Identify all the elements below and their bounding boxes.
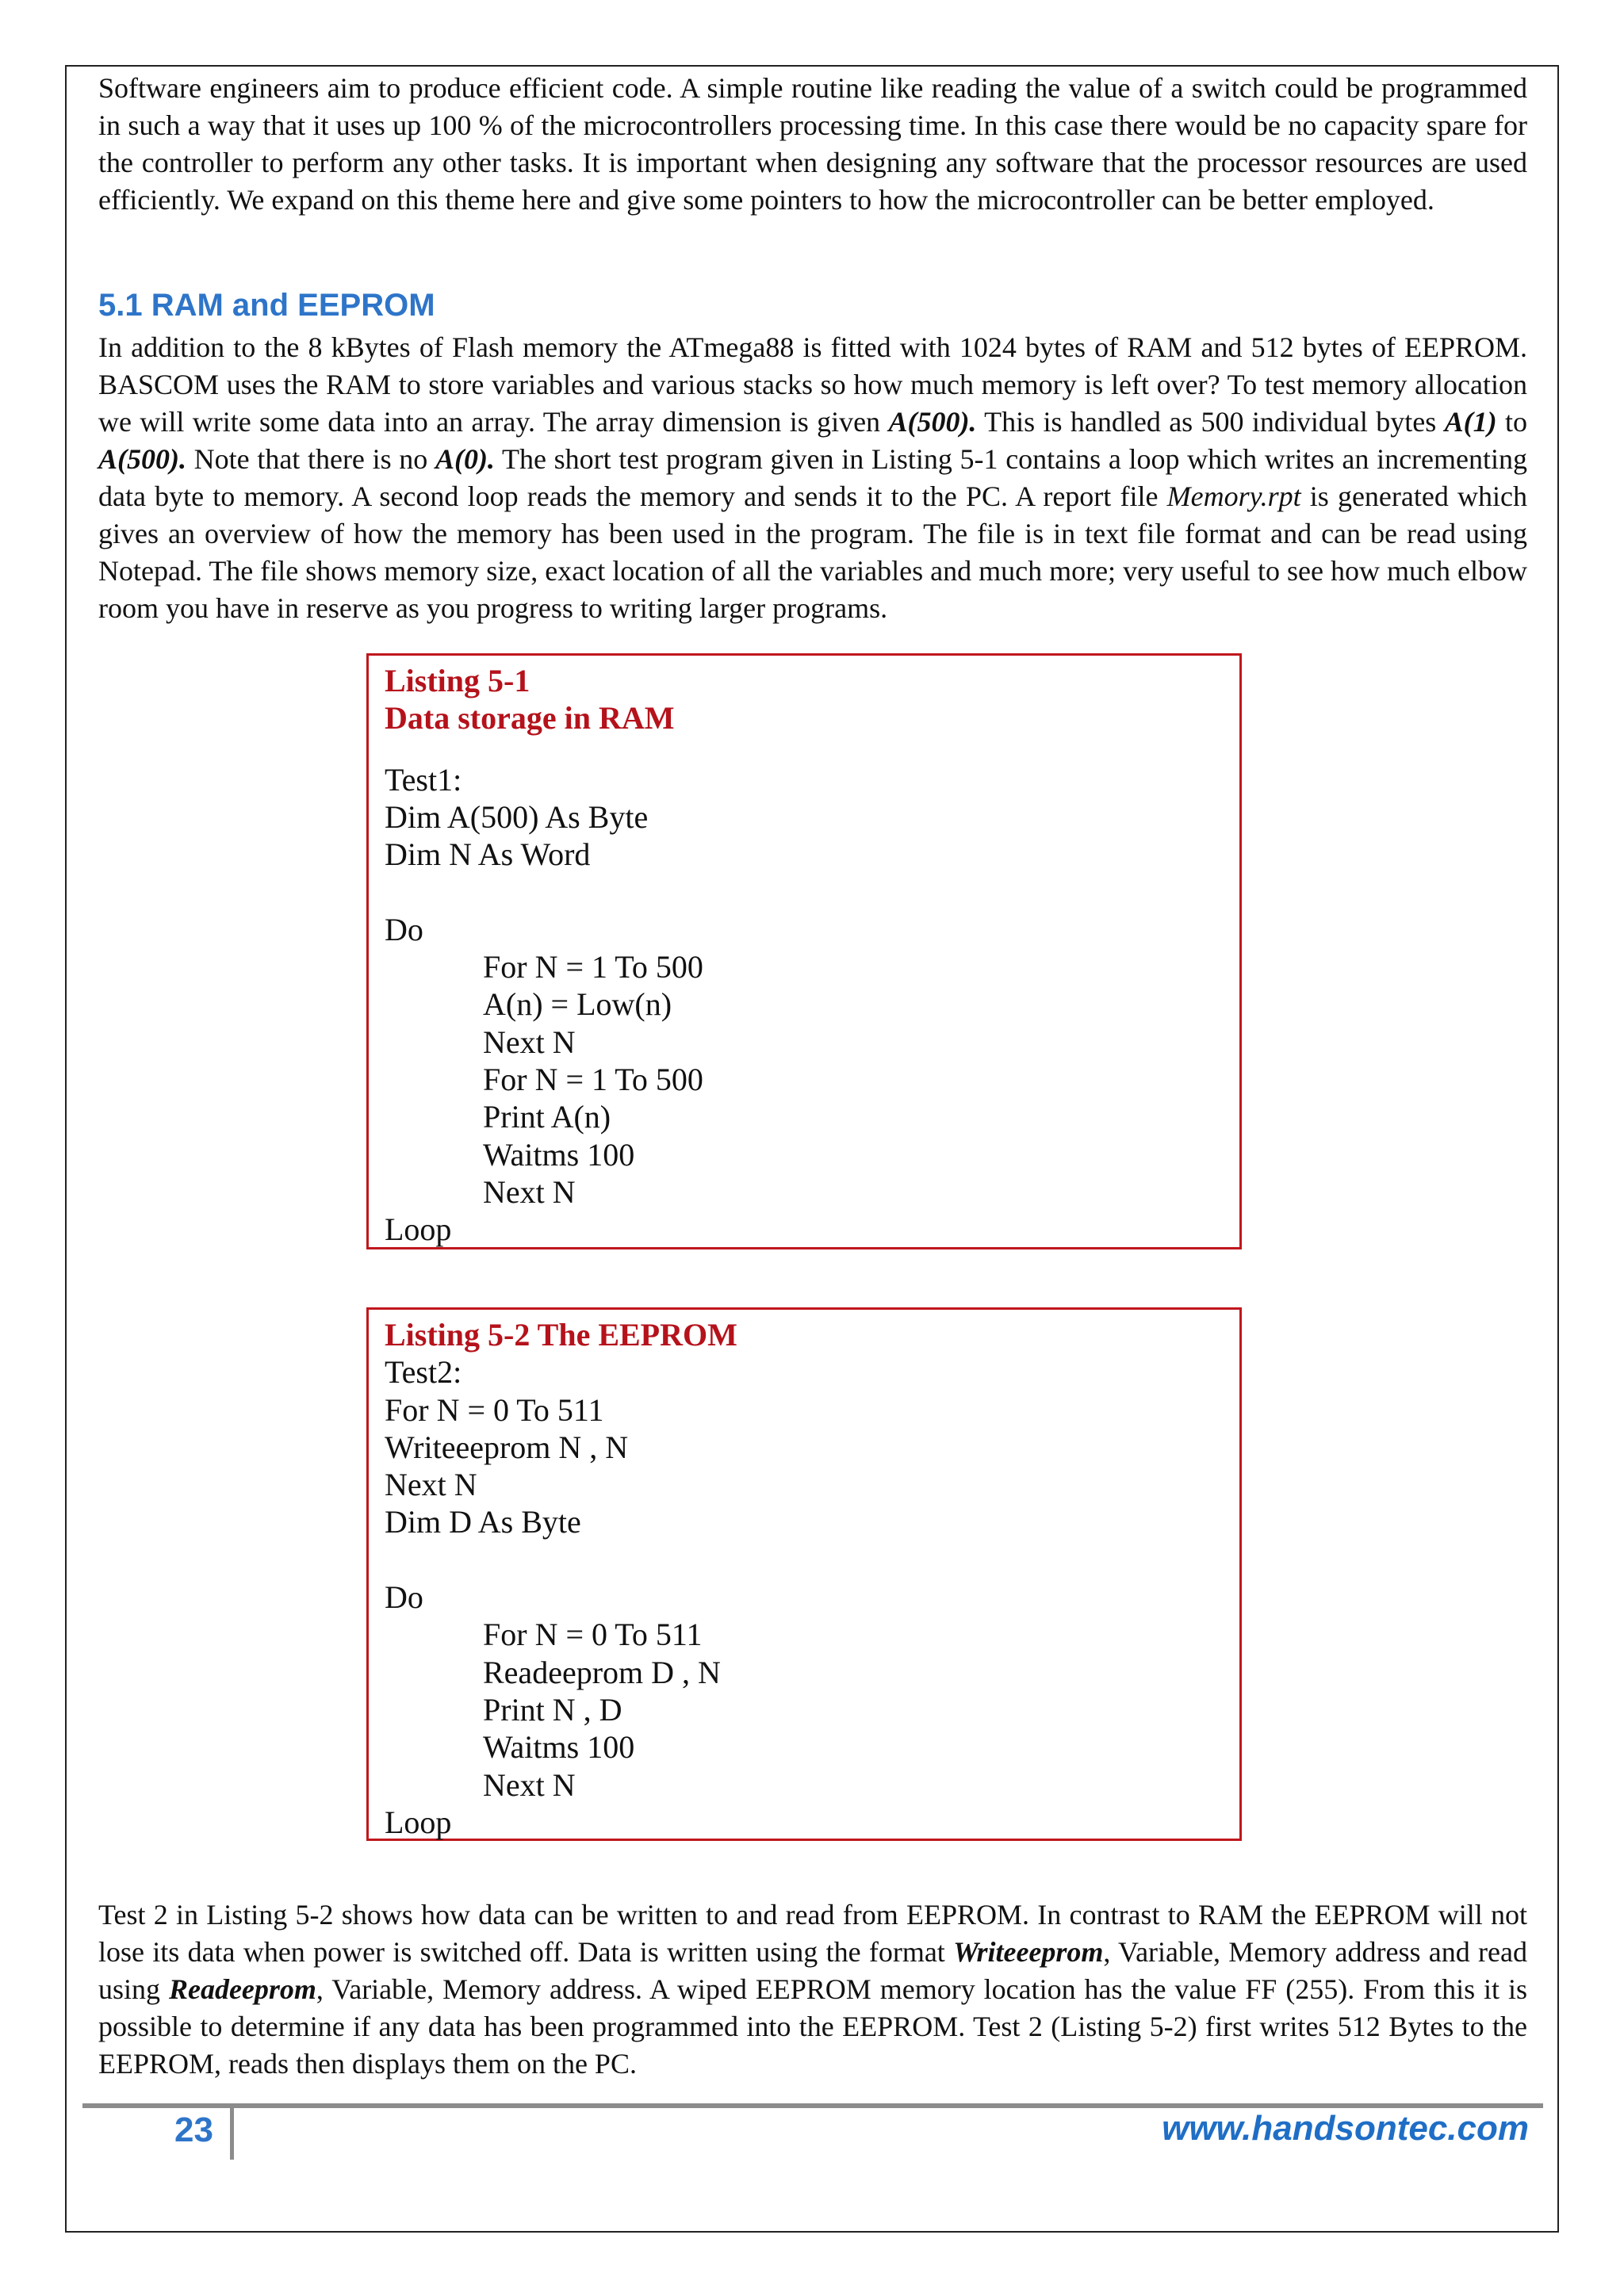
code-line: Dim N As Word bbox=[385, 836, 591, 873]
code-line bbox=[385, 873, 1224, 910]
array-ref-a500: A(500). bbox=[888, 406, 977, 438]
code-line: Loop bbox=[385, 1804, 452, 1840]
report-filename: Memory.rpt bbox=[1166, 480, 1301, 512]
code-line: Test2: bbox=[385, 1354, 462, 1391]
section-heading: 5.1 RAM and EEPROM bbox=[98, 288, 435, 323]
listing-5-2-box bbox=[366, 1307, 1242, 1841]
code-line: Waitms 100 bbox=[483, 1729, 635, 1766]
code-line: A(n) = Low(n) bbox=[483, 986, 672, 1023]
website-link[interactable]: www.handsontec.com bbox=[1162, 2109, 1529, 2148]
code-line: Next N bbox=[483, 1173, 576, 1210]
readeeprom-term: Readeeprom bbox=[168, 1973, 316, 2005]
code-line: Next N bbox=[483, 1766, 576, 1803]
listing-5-1-title: Listing 5-1 bbox=[385, 663, 530, 698]
section-block bbox=[98, 329, 1527, 627]
footer-divider bbox=[230, 2108, 234, 2160]
listing-5-1-box bbox=[366, 653, 1242, 1249]
code-line: Test1: bbox=[385, 761, 462, 798]
code-line: Waitms 100 bbox=[483, 1136, 635, 1173]
array-ref-a0: A(0). bbox=[435, 443, 495, 475]
writeeeprom-term: Writeeeprom bbox=[953, 1936, 1104, 1968]
code-line: For N = 0 To 511 bbox=[385, 1391, 604, 1428]
listing-5-1-subtitle: Data storage in RAM bbox=[385, 700, 675, 737]
array-ref-a500b: A(500). bbox=[98, 443, 186, 475]
intro-block bbox=[98, 70, 1527, 219]
code-line: Print A(n) bbox=[483, 1099, 611, 1135]
code-line: Do bbox=[385, 911, 423, 947]
code-line: Readeeprom D , N bbox=[483, 1654, 721, 1690]
array-ref-a1: A(1) bbox=[1444, 406, 1497, 438]
page-number: 23 bbox=[174, 2110, 213, 2149]
listing-5-2-title: Listing 5-2 The EEPROM bbox=[385, 1317, 737, 1353]
closing-paragraph: Test 2 in Listing 5-2 shows how data can be written to and read from EEPROM. In contrast to RAM the EEPROM will not lose its data when power is switched off. Data is written using the format Writeeeprom, Variable, Memory address and read using Readeeprom, Variable, Memory address. A wiped EEPROM memory location has the value FF (255). From this it is possible to determine if any data has been programmed into the EEPROM. Test 2 (Listing 5-2) first writes 512 Bytes to the EEPROM, reads then displays them on the PC. bbox=[98, 1899, 1528, 2080]
code-line bbox=[385, 1541, 1224, 1578]
code-line: Do bbox=[385, 1579, 423, 1616]
code-line: Dim D As Byte bbox=[385, 1504, 581, 1540]
section-paragraph: In addition to the 8 kBytes of Flash memory the ATmega88 is fitted with 1024 bytes of RAM and 512 bytes of EEPROM. BASCOM uses the RAM to store variables and various stacks so how much memory is left over? To test memory allocation we will write some data into an array. The array dimension is given A(500). This is handled as 500 individual bytes A(1) to A(500). Note that there is no A(0). The short test program given in Listing 5-1 contains a loop which writes an incrementing data byte to memory. A second loop reads the memory and sends it to the PC. A report file Memory.rpt is generated which gives an overview of how the memory has been used in the program. The file is in text file format and can be read using Notepad. The file shows memory size, exact location of all the variables and much more; very useful to see how much elbow room you have in reserve as you progress to writing larger programs. bbox=[98, 331, 1528, 624]
closing-block bbox=[98, 1896, 1527, 2083]
code-line: Loop bbox=[385, 1211, 452, 1248]
code-line: Print N , D bbox=[483, 1691, 622, 1728]
code-line: For N = 0 To 511 bbox=[483, 1617, 703, 1653]
footer-rule bbox=[82, 2103, 1543, 2108]
code-line: For N = 1 To 500 bbox=[483, 1061, 703, 1097]
intro-paragraph: Software engineers aim to produce efficient code. A simple routine like reading the value of a switch could be programmed in such a way that it uses up 100 % of the microcontrollers processing time. In this case there would be no capacity spare for the controller to perform any other tasks. It is important when designing any software that the processor resources are used efficiently. We expand on this theme here and give some pointers to how the microcontroller can be better employed. bbox=[98, 72, 1527, 216]
code-line: Writeeeprom N , N bbox=[385, 1429, 629, 1465]
code-line: Next N bbox=[385, 1467, 477, 1503]
code-line: Dim A(500) As Byte bbox=[385, 798, 649, 835]
code-line: For N = 1 To 500 bbox=[483, 949, 703, 985]
code-line: Next N bbox=[483, 1024, 576, 1060]
